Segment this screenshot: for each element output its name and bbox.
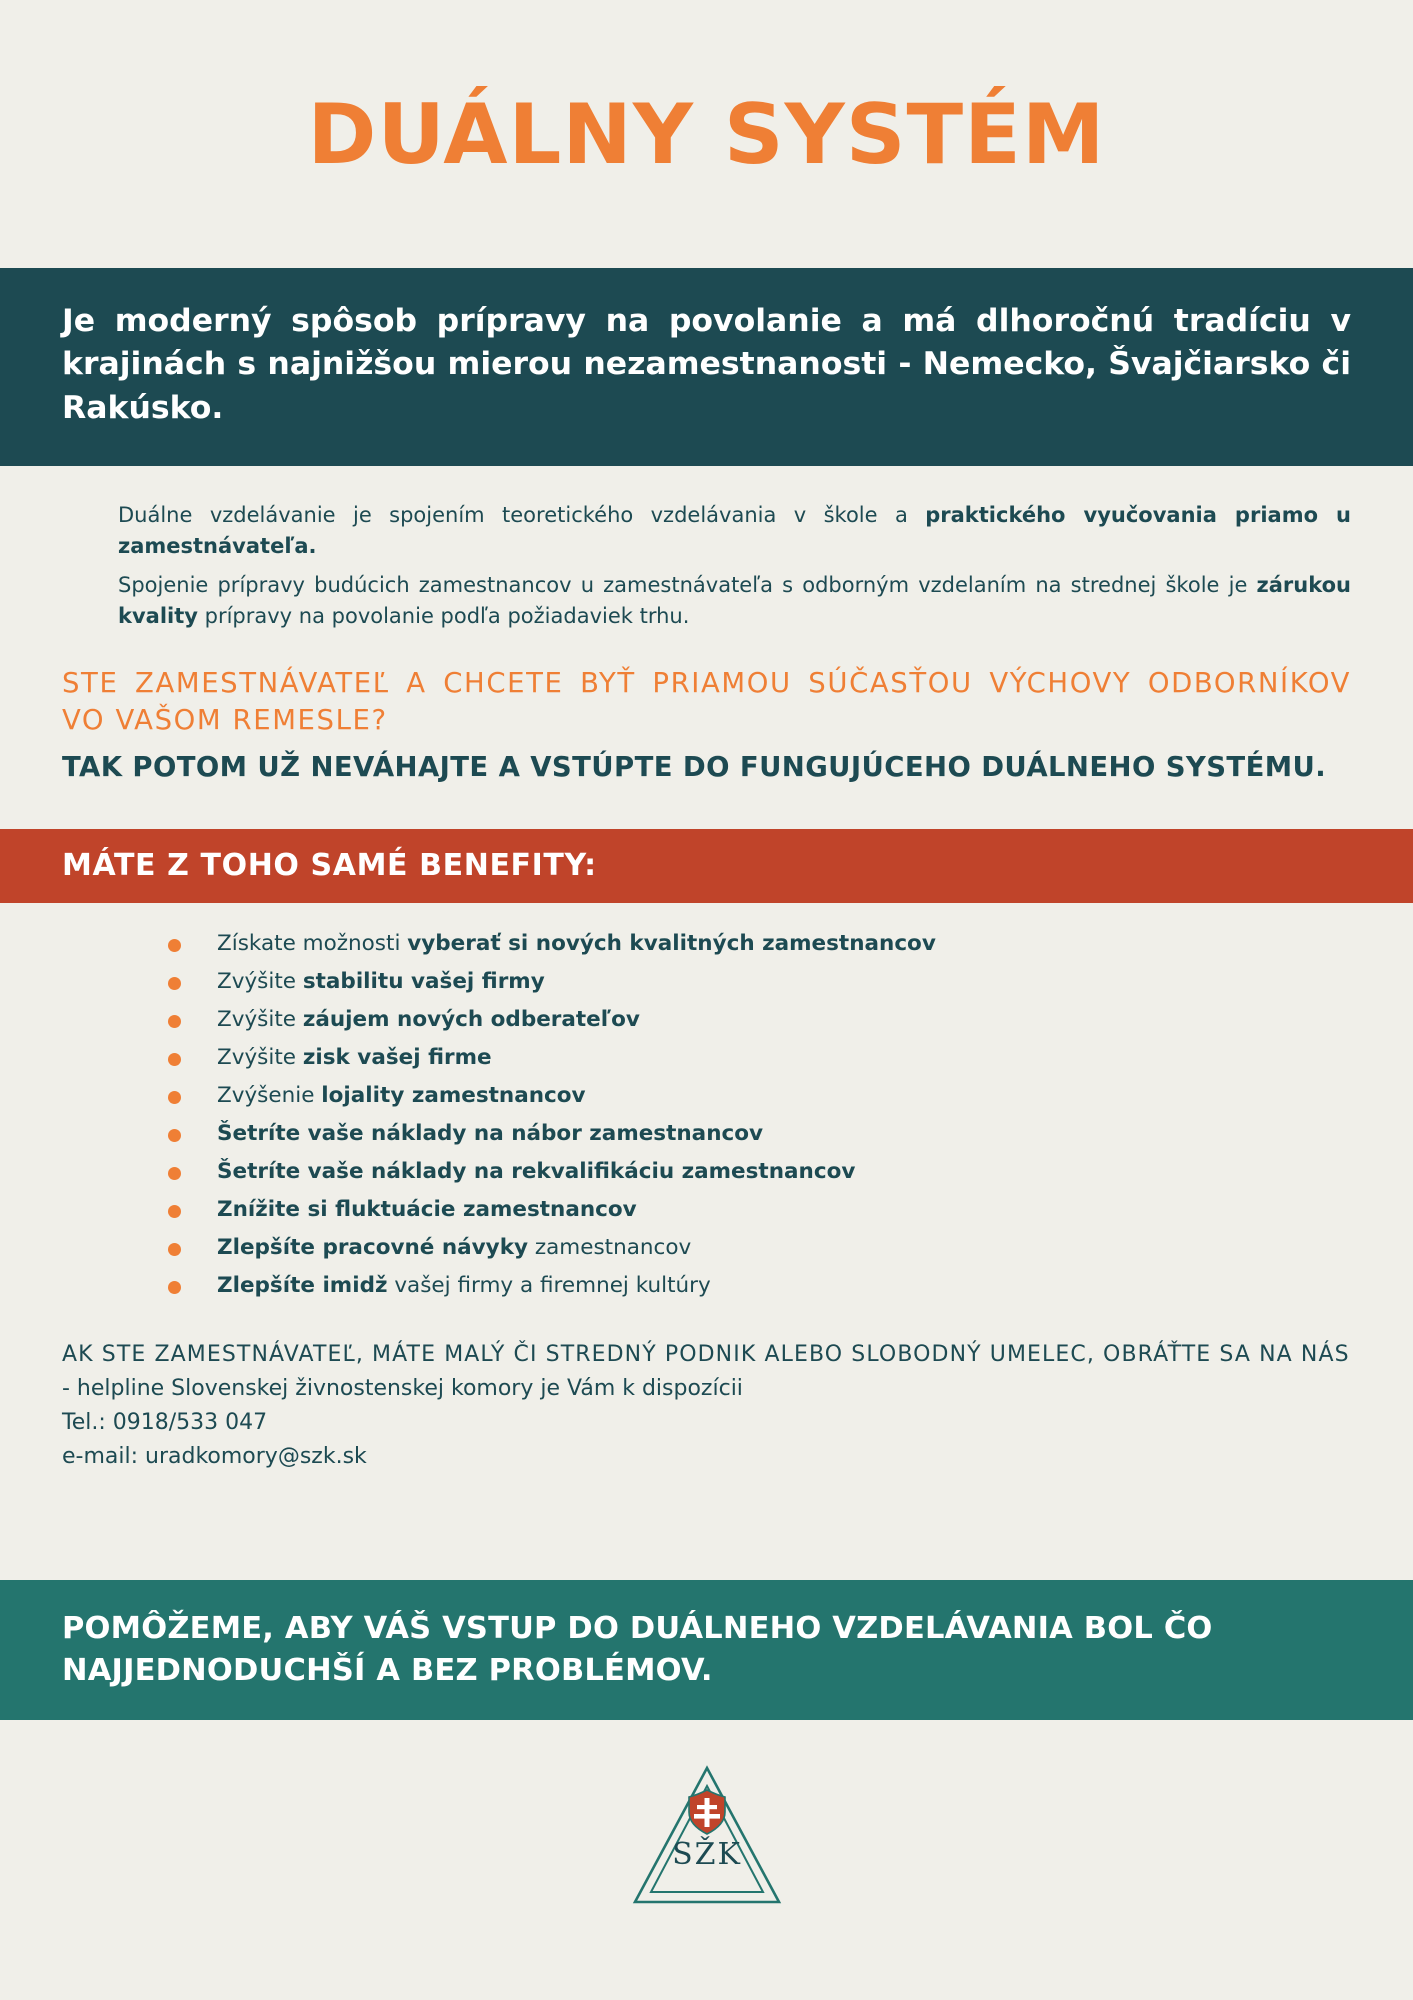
list-item (168, 930, 1351, 956)
list-item (168, 1196, 1351, 1222)
bullet-icon (168, 1091, 181, 1104)
list-item-bold: záujem nových odberateľov (302, 1006, 640, 1032)
list-item-bold: Zlepšíte imidž (217, 1272, 388, 1298)
list-item-bold: lojality zamestnancov (321, 1082, 586, 1108)
contact-email[interactable]: e-mail: uradkomory@szk.sk (62, 1444, 367, 1470)
benefits-list (0, 903, 1413, 1297)
bullet-icon (168, 977, 181, 990)
paragraph-2-plain-b: prípravy na povolanie podľa požiadaviek trhu. (197, 603, 690, 628)
paragraph-2-plain-a: Spojenie prípravy budúcich zamestnancov u zamestnávateľa s odborným vzdelaním na strednej škole je (118, 573, 1257, 598)
list-item-bold: Znížite si fluktuácie zamestnancov (217, 1196, 637, 1222)
list-item-bold: vyberať si nových kvalitných zamestnancov (407, 930, 936, 956)
paragraph-1-plain: Duálne vzdelávanie je spojením teoretického vzdelávania v škole a (118, 503, 926, 528)
benefits-band (0, 829, 1413, 903)
contact-headline: AK STE ZAMESTNÁVATEĽ, MÁTE MALÝ ČI STREDNÝ PODNIK ALEBO SLOBODNÝ UMELEC, OBRÁŤTE SA NA NÁS (62, 1341, 1350, 1367)
paragraph-2-bold: zárukou kvality (118, 573, 1351, 628)
list-item-bold: Zlepšíte pracovné návyky (217, 1234, 529, 1260)
list-item-bold: stabilitu vašej firmy (302, 968, 545, 994)
contact-helpline: - helpline Slovenskej živnostenskej komory je Vám k dispozícii (62, 1375, 743, 1401)
list-item-plain: Zvýšite (217, 968, 303, 994)
bullet-icon (168, 1167, 181, 1180)
page-title: DUÁLNY SYSTÉM (307, 85, 1106, 183)
list-item (168, 1234, 1351, 1260)
intro-text: Je moderný spôsob prípravy na povolanie a má dlhoročnú tradíciu v krajinách s najnižšou mierou nezamestnanosti - Nemecko, Švajčiarsko či Rakúsko. (62, 303, 1351, 426)
list-item-tail: vašej firmy a firemnej kultúry (387, 1272, 711, 1298)
footer-text: POMÔŽEME, ABY VÁŠ VSTUP DO DUÁLNEHO VZDELÁVANIA BOL ČO NAJJEDNODUCHŠÍ A BEZ PROBLÉMOV. (62, 1610, 1213, 1688)
list-item-plain: Zvýšite (217, 1006, 303, 1032)
question-text: STE ZAMESTNÁVATEĽ A CHCETE BYŤ PRIAMOU SÚČASŤOU VÝCHOVY ODBORNÍKOV VO VAŠOM REMESLE? (62, 667, 1351, 737)
list-item-bold: Šetríte vaše náklady na nábor zamestnancov (217, 1120, 764, 1146)
szk-logo (627, 1760, 787, 1910)
bullet-icon (168, 1129, 181, 1142)
contact-phone[interactable]: Tel.: 0918/533 047 (62, 1410, 268, 1435)
question-block (0, 631, 1413, 786)
svg-text:SŽK: SŽK (671, 1837, 742, 1872)
list-item (168, 1158, 1351, 1184)
logo-area (0, 1760, 1413, 1910)
list-item (168, 1082, 1351, 1108)
intro-band (0, 268, 1413, 466)
benefits-title: MÁTE Z TOHO SAMÉ BENEFITY: (62, 848, 597, 884)
list-item (168, 1120, 1351, 1146)
list-item (168, 1272, 1351, 1298)
szk-logo-icon (627, 1760, 787, 1910)
list-item-plain: Zvýšenie (217, 1082, 322, 1108)
list-item-plain: Zvýšite (217, 1044, 303, 1070)
paragraph-1 (118, 500, 1351, 561)
bullet-icon (168, 1281, 181, 1294)
paragraph-1-bold: praktického vyučovania priamo u zamestnávateľa. (118, 503, 1351, 558)
list-item-bold: zisk vašej firme (302, 1044, 492, 1070)
list-item (168, 968, 1351, 994)
list-item (168, 1044, 1351, 1070)
contact-block (0, 1313, 1413, 1473)
body-paragraphs (0, 466, 1413, 631)
bullet-icon (168, 1205, 181, 1218)
list-item-bold: Šetríte vaše náklady na rekvalifikáciu zamestnancov (217, 1158, 856, 1184)
paragraph-2 (118, 570, 1351, 631)
list-item-plain: Získate možnosti (217, 930, 408, 956)
list-item (168, 1006, 1351, 1032)
title-band (0, 0, 1413, 268)
bullet-icon (168, 939, 181, 952)
footer-band (0, 1580, 1413, 1720)
bullet-icon (168, 1053, 181, 1066)
bullet-icon (168, 1243, 181, 1256)
list-item-tail: zamestnancov (528, 1234, 692, 1260)
bullet-icon (168, 1015, 181, 1028)
answer-text: TAK POTOM UŽ NEVÁHAJTE A VSTÚPTE DO FUNGUJÚCEHO DUÁLNEHO SYSTÉMU. (62, 751, 1327, 784)
